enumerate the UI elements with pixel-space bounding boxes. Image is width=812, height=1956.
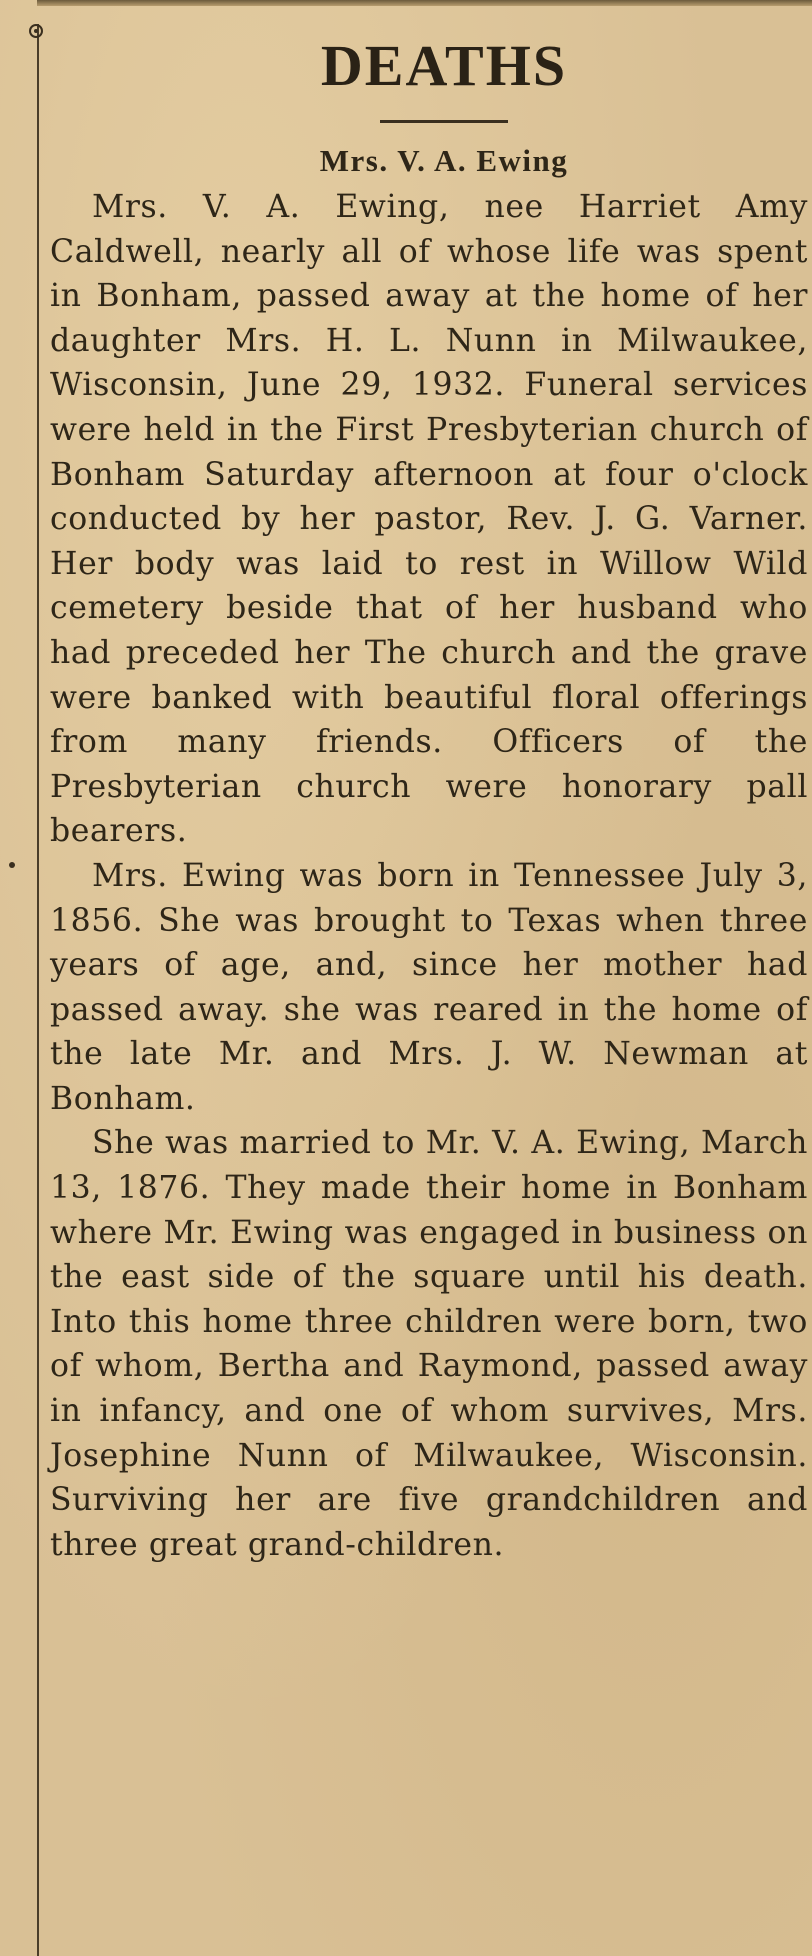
obituary-name: Mrs. V. A. Ewing	[319, 143, 569, 178]
top-border-rule	[37, 0, 812, 6]
obituary-paragraph-1: Mrs. V. A. Ewing, nee Harriet Amy Caldwell, nearly all of whose life was spent in Bonham, passed away at the home of her daughter Mrs. H. L. Nunn in Milwaukee, Wisconsin, June 29, 1932. Funeral services were held in the First Presbyterian church of Bonham Saturday afternoon at four o'clock conducted by her pastor, Rev. J. G. Varner. Her body was laid to rest in Willow Wild cemetery beside that of her husband who had preceded her The church and the grave were banked with beautiful floral offerings from many friends. Officers of the Presbyterian church were honorary pall bearers.	[50, 189, 808, 850]
margin-dot-icon	[9, 862, 15, 868]
section-headline: DEATHS	[320, 33, 568, 98]
article-column	[50, 28, 808, 1567]
obituary-paragraph-3: She was married to Mr. V. A. Ewing, March 13, 1876. They made their home in Bonham where Mr. Ewing was engaged in business on the east side of the square until his death. Into this home three children were born, two of whom, Bertha and Raymond, passed away in infancy, and one of whom survives, Mrs. Josephine Nunn of Milwaukee, Wisconsin. Surviving her are five grandchildren and three great grand-children.	[50, 1125, 808, 1563]
registration-mark-icon	[29, 24, 43, 38]
headline-divider	[380, 120, 508, 123]
obituary-paragraph-2: Mrs. Ewing was born in Tennessee July 3, 1856. She was brought to Texas when three years of age, and, since her mother had passed away. she was reared in the home of the late Mr. and Mrs. J. W. Newman at Bonham.	[50, 857, 808, 1117]
column-rule	[37, 24, 39, 1956]
